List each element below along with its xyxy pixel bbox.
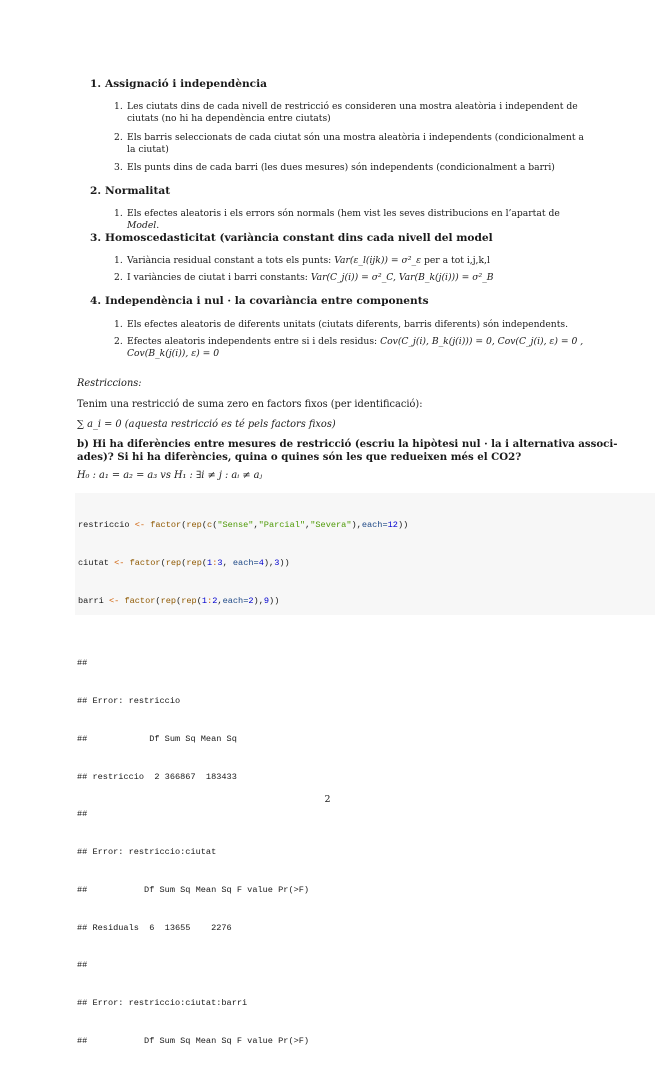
sum-constraint — [77, 419, 336, 430]
sum-note: (aquesta restricció es té pels factors fixos) — [124, 419, 336, 430]
code-line: restriccio <- factor(rep(c("Sense","Parcial","Severa"),each=12)) — [78, 519, 409, 530]
hypothesis: H₀ : a₁ = a₂ = a₃ vs H₁ : ∃i ≠ j : aᵢ ≠ aⱼ — [77, 470, 263, 481]
section-4-heading: 4. Independència i nul · la covariància entre components — [90, 295, 429, 307]
output-line: ## Error: restriccio:ciutat — [77, 847, 217, 858]
sum-formula: ∑ a_i = 0 — [77, 419, 122, 430]
r-output-block — [77, 632, 309, 1073]
output-line: ## restriccio 2 366867 183433 — [77, 771, 237, 782]
r-code-block — [75, 493, 655, 615]
section-4-item-2: 2. Efectes aleatoris independents entre si i dels residus: Cov(C_j(i), B_k(j(i))) = 0, Cov(C_j(i), ε) = 0 , Cov(B_k(j(i)), ε) = 0 — [114, 336, 584, 359]
covariance-formula-line2: Cov(B_k(j(i)), ε) = 0 — [127, 348, 220, 359]
output-line: ## Df Sum Sq Mean Sq F value Pr(>F) — [77, 1036, 310, 1046]
output-line: ## Error: restriccio:ciutat:barri — [77, 998, 248, 1009]
output-line: ## Df Sum Sq Mean Sq — [77, 733, 237, 744]
section-4-item-1: 1. Els efectes aleatoris de diferents unitats (ciutats diferents, barris diferents) són independents. — [114, 319, 569, 330]
section-3-item-1: 1. Variància residual constant a tots els punts: Var(ε_l(ijk)) = σ²_ε per a tot i,j,k,l — [114, 255, 490, 266]
output-line: ## Residuals 6 13655 2276 — [77, 922, 232, 933]
section-3-heading: 3. Homoscedasticitat (variància constant dins cada nivell del model — [90, 232, 493, 244]
section-1-item-2: 2. Els barris seleccionats de cada ciutat són una mostra aleatòria i independents (condicionalment a la ciutat) — [114, 132, 584, 155]
section-2-heading: 2. Normalitat — [90, 185, 171, 197]
covariance-formula: Cov(C_j(i), B_k(j(i))) = 0, Cov(C_j(i), ε) = 0 , — [380, 336, 584, 347]
code-line: ciutat <- factor(rep(rep(1:3, each=4),3)) — [78, 557, 290, 568]
section-1-heading: 1. Assignació i independència — [90, 78, 267, 90]
output-line: ## Df Sum Sq Mean Sq F value Pr(>F) — [77, 884, 310, 895]
section-2-item-1: 1. Els efectes aleatoris i els errors són normals (hem vist les seves distribucions en l’apartat de Model. — [114, 208, 560, 231]
variance-formula-2: Var(C_j(i)) = σ²_C, Var(B_k(j(i))) = σ²_B — [310, 272, 494, 283]
output-line: ## — [77, 809, 88, 820]
output-line: ## — [77, 960, 88, 971]
variance-formula: Var(ε_l(ijk)) = σ²_ε — [334, 255, 422, 266]
page-number: 2 — [324, 794, 331, 805]
section-3-item-2: 2. I variàncies de ciutat i barri constants: Var(C_j(i)) = σ²_C, Var(B_k(j(i))) = σ²_B — [114, 272, 494, 283]
code-line: barri <- factor(rep(rep(1:2,each=2),9)) — [78, 596, 280, 607]
output-line: ## — [77, 658, 88, 669]
question-line-2: ades)? Si hi ha diferències, quina o quines són les que redueixen més el CO2? — [77, 451, 522, 463]
question-line-1: b) Hi ha diferències entre mesures de restricció (escriu la hipòtesi nul · la i alternativa associ- — [77, 438, 618, 450]
restriccions-heading: Restriccions: — [77, 378, 142, 389]
output-line: ## Error: restriccio — [77, 695, 181, 706]
section-1-item-1: 1. Les ciutats dins de cada nivell de restricció es consideren una mostra aleatòria i independent de ciutats (no hi ha dependència entre ciutats) — [114, 101, 578, 124]
section-1-item-3: 3. Els punts dins de cada barri (les dues mesures) són independents (condicionalment a barri) — [114, 162, 555, 173]
restriccions-text: Tenim una restricció de suma zero en factors fixos (per identificació): — [77, 399, 423, 410]
